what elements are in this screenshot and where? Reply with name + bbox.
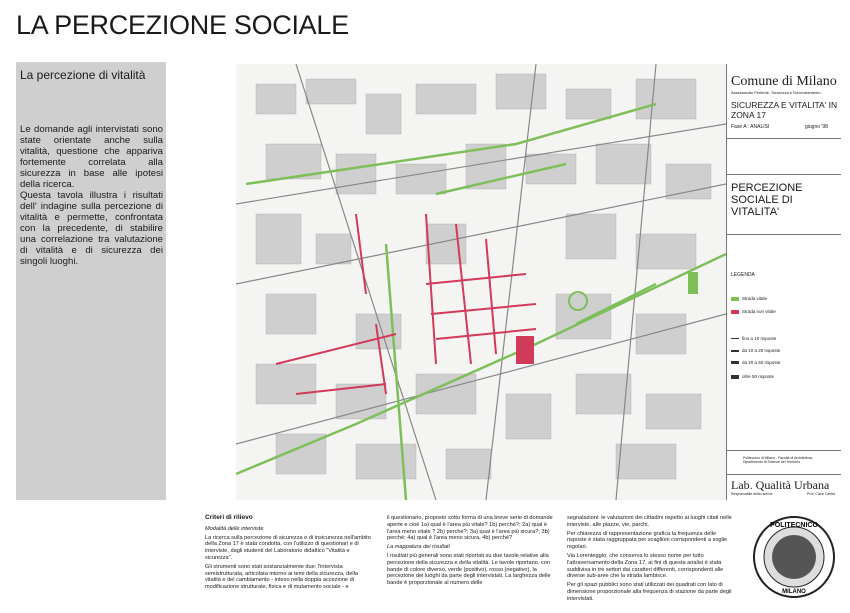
- lab-title: Lab. Qualità Urbana: [731, 478, 830, 492]
- legend-swatch: [731, 350, 739, 352]
- page-title: LA PERCEZIONE SOCIALE: [16, 10, 349, 40]
- criteria-paragraph: segnalazioni: le valutazioni dei cittadini rispetto ai luoghi citati nelle interviste, alle piazze, vie, parchi.: [567, 515, 732, 528]
- legend-swatch: [731, 361, 739, 364]
- criteria-subheading: Modalità delle interviste: [205, 525, 264, 532]
- legend-swatch: [731, 297, 739, 301]
- criteria-paragraph: I risultati più generali sono stati riportati su due tavole relative alla percezione della sicurezza e della vitalità. Le tavole riportano, con bande di colore diverso, verde (positivo), rosso (negativo), la percezione dei luoghi da parte degli intervistati. La larghezza delle bande è proporzionale al numero delle: [387, 552, 551, 587]
- date-label: giugno '98: [805, 124, 828, 130]
- sidebar-panel: [16, 62, 166, 500]
- legend-item: Strada non vitale: [731, 309, 776, 314]
- map-panel: [236, 64, 840, 500]
- criteria-col-3: [567, 515, 735, 605]
- criteria-col-2: [387, 515, 555, 589]
- criteria-col-1: [205, 515, 373, 593]
- seal-top-text: POLITECNICO: [770, 522, 818, 529]
- legend-swatch: [731, 338, 739, 339]
- sidebar-para-2: Questa tavola illustra i risultati dell' indagine sulla percezione di vitalità e permette, confrontata con la precedente, di stabilire una correlazione tra valutazione di vitalità e di sicurezza dei singoli luoghi.: [20, 190, 163, 267]
- criteria-subheading: La mappatura dei risultati: [387, 544, 450, 551]
- map-info-panel: [726, 64, 841, 500]
- phase-label: Fase A : ANALISI: [731, 124, 770, 130]
- criteria-paragraph: La ricerca sulla percezione di sicurezza e di insicurezza nell'ambito della Zona 17 è stata condotta, con l'utilizzo di questionari e di interviste, dagli studenti del Laboratorio didattico "Vitalità e sicurezza".: [205, 534, 371, 561]
- lab-professor: Prof. Clara Cardia: [807, 492, 836, 496]
- politecnico-seal: [752, 515, 836, 599]
- criteria-heading: Criteri di rilievo: [205, 514, 253, 521]
- city-map: [236, 64, 726, 500]
- project-title: SICUREZZA E VITALITA' IN ZONA 17: [731, 100, 838, 120]
- sidebar-heading: La percezione di vitalità: [20, 68, 146, 82]
- lab-responsible: Responsabile della ricerca:: [731, 492, 774, 496]
- legend-item: fino a 10 risposte: [731, 336, 776, 341]
- comune-subtitle: Assessorato Periferie, Sicurezza e Decentramento: [731, 90, 821, 95]
- comune-title: Comune di Milano: [731, 74, 837, 89]
- divider: [727, 138, 841, 139]
- legend-title: LEGENDA: [731, 272, 755, 278]
- criteria-paragraph: Per gli spazi pubblici sono stati utilizzati dei quadrati con lato di dimensione proporzionale alla frequenza di stazione da parte degli intervistati.: [567, 582, 732, 602]
- divider: [727, 474, 841, 475]
- legend-swatch: [731, 375, 739, 379]
- criteria-paragraph: Via Lorenteggio, che conserva lo stesso nome per tutto l'attraversamento della Zona 17, ai fini di questa analisi è stata suddivisa in tre settori dai caratteri differenti, corrispondenti alle diverse sub-aree che la strada lambisce.: [567, 552, 724, 580]
- sidebar-para-1: Le domande agli intervistati sono state orientate anche sulla vitalità, questione che appariva fortemente correlata alla sicurezza in base alle ipotesi della ricerca.: [20, 124, 163, 190]
- divider: [727, 450, 841, 451]
- criteria-paragraph: Gli strumenti sono stati sostanzialmente due: l'intervista semistrutturata, articolata intorno ai temi della sicurezza, della vitalità e del cambiamento - inteso nella doppia accezione di modificazione strutturale, fisica e di mutamento sociale - e: [205, 563, 358, 591]
- sidebar-text: [20, 124, 163, 267]
- criteria-section: [205, 515, 745, 610]
- legend-swatch: [731, 310, 739, 314]
- map-title: PERCEZIONE SOCIALE DI VITALITA': [731, 182, 803, 218]
- divider: [727, 234, 841, 235]
- legend-item: Strada vitale: [731, 296, 767, 301]
- criteria-paragraph: Per chiarezza di rappresentazione grafica la frequenza delle risposte è stata raggruppata per scaglioni corrispondenti a soglie regolari.: [567, 530, 728, 551]
- legend-item: da 20 a 50 risposte: [731, 360, 780, 365]
- politecnico-credit: Politecnico di Milano - Facoltà di Architettura, Dipartimento di Scienze del Territorio: [743, 456, 813, 464]
- legend-item: da 10 a 20 risposte: [731, 348, 780, 353]
- divider: [727, 174, 841, 175]
- criteria-paragraph: il questionario, proposto sotto forma di una breve serie di domande aperte e cioè 1a) qual è l'area più vitale? 1b) perché?; 2a) qual è l'area meno vitale ? 2b) perché?; 3a) qual è l'area più sicura?; 3b) perché; 4a) qual è l'area meno sicura, 4b) perché?: [387, 515, 553, 542]
- legend-item: oltre 50 risposte: [731, 374, 774, 379]
- seal-bottom-text: MILANO: [782, 589, 806, 595]
